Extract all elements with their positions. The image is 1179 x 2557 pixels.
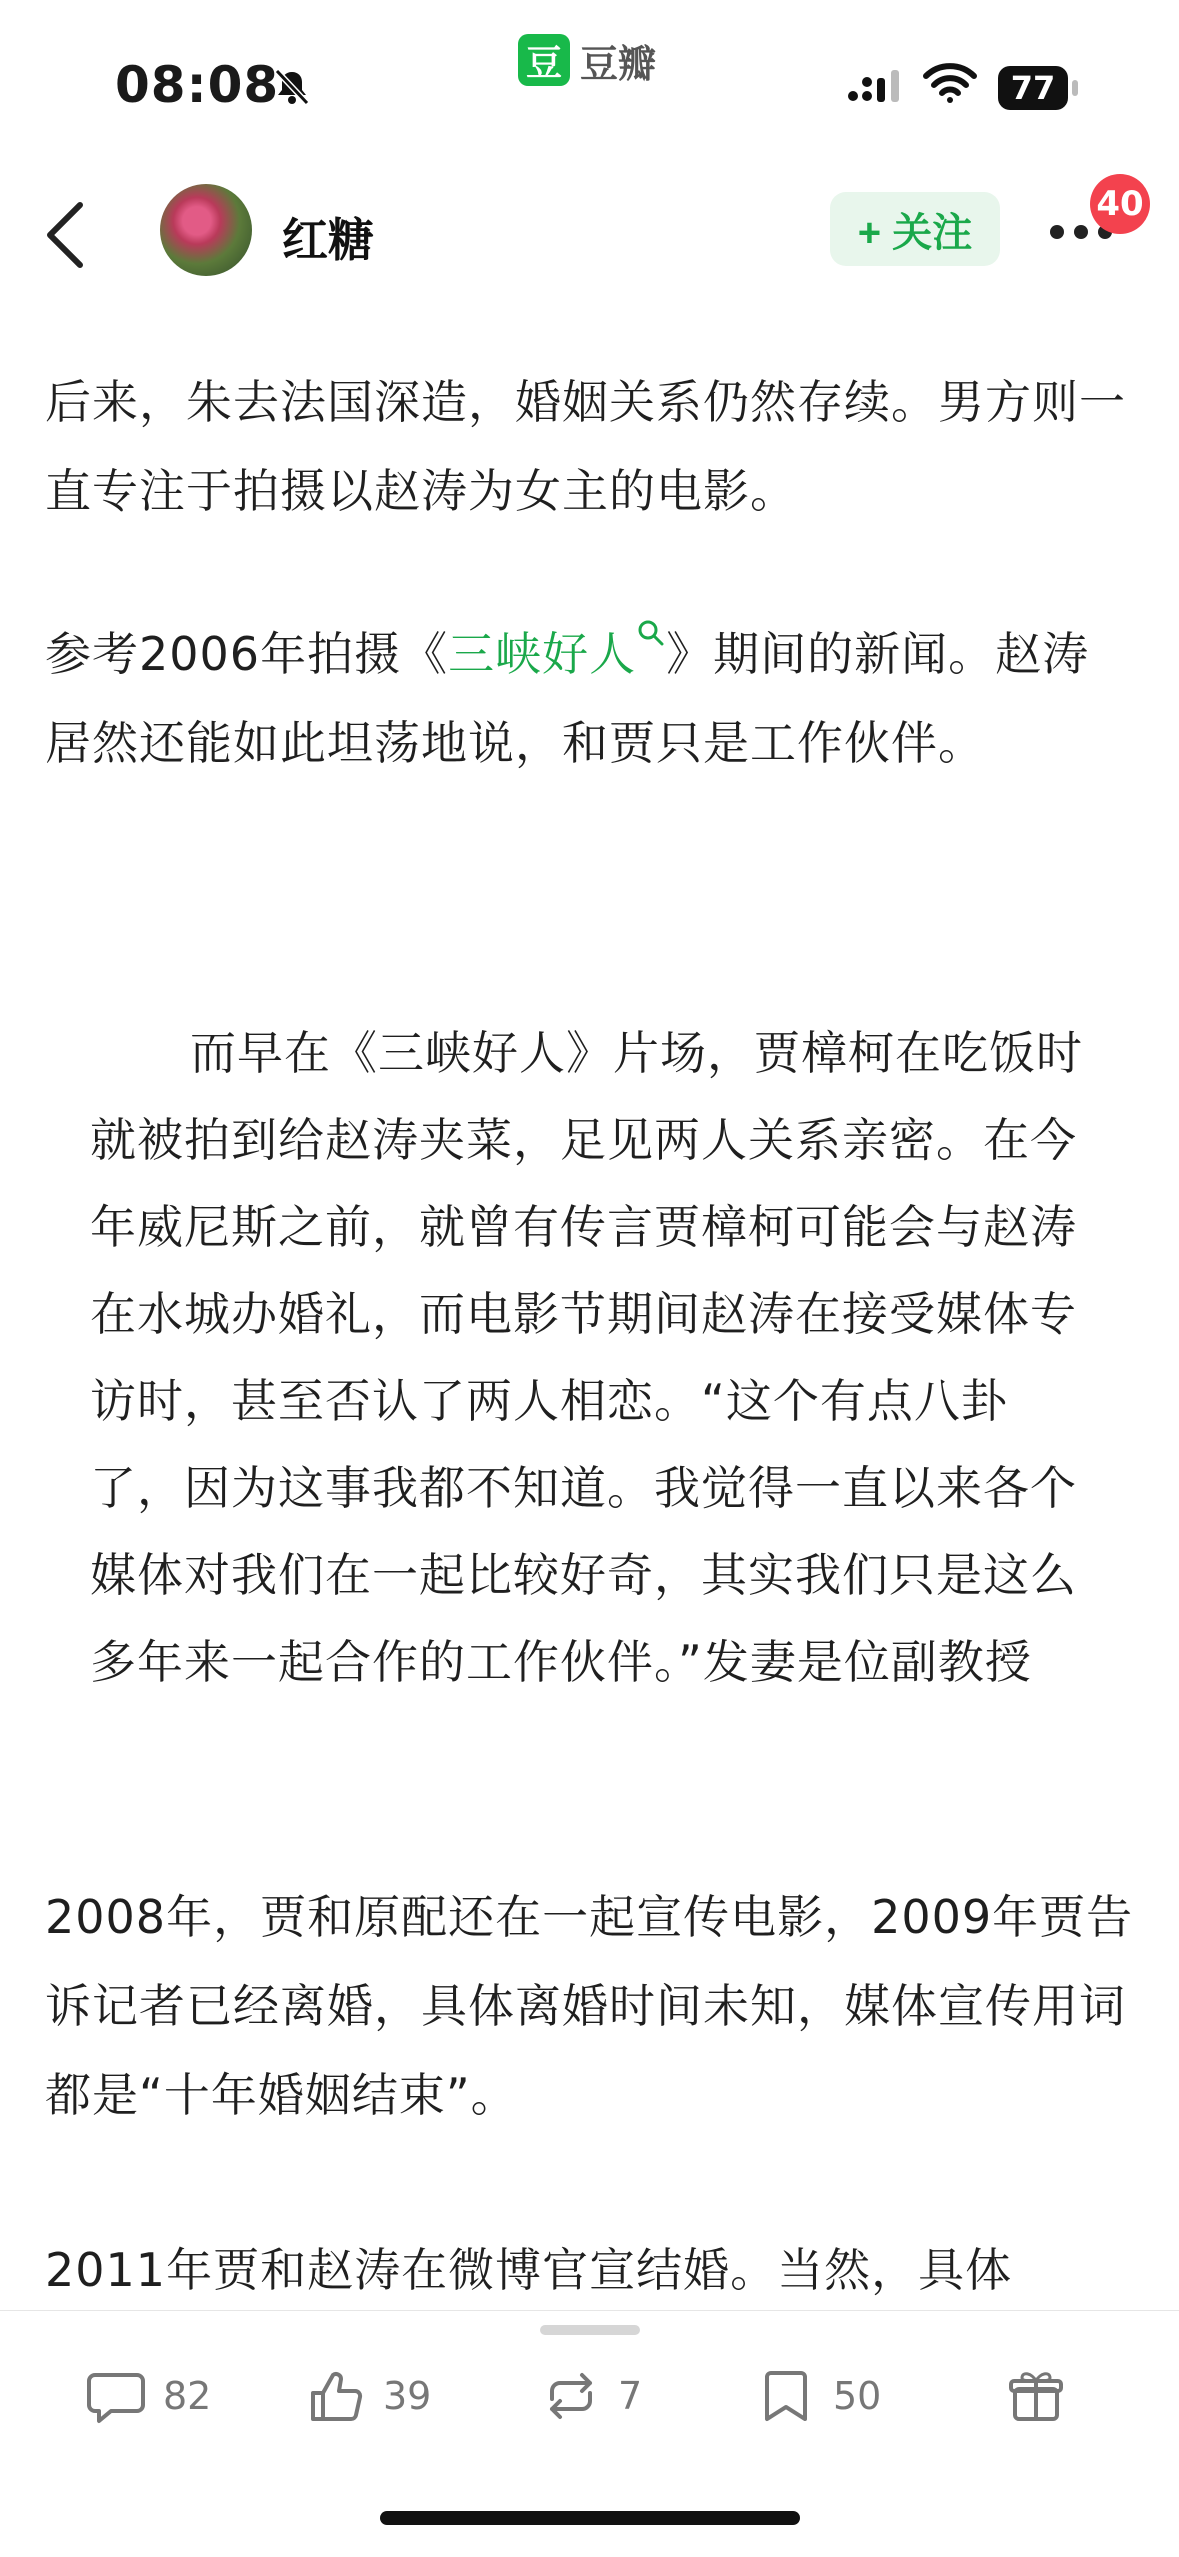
app-name: 豆瓣 — [580, 41, 657, 86]
reshare-icon — [540, 2365, 602, 2427]
bottom-action-bar — [0, 2310, 1179, 2557]
topic-link[interactable] — [448, 627, 666, 681]
paragraph-2-text-end: 》期间的新闻。赵涛居然还能如此坦荡地说，和贾只是工作伙伴。 — [45, 627, 1090, 770]
like-button[interactable] — [305, 2361, 431, 2431]
bookmark-icon — [755, 2365, 817, 2427]
article-paragraph-2 — [45, 610, 1135, 788]
reshare-count: 7 — [618, 2374, 643, 2418]
avatar[interactable] — [160, 184, 252, 276]
drag-handle[interactable] — [540, 2325, 640, 2335]
comment-icon — [85, 2365, 147, 2427]
signal-icon — [845, 66, 905, 106]
like-count: 39 — [383, 2374, 432, 2418]
status-time: 08:08 — [115, 56, 280, 114]
paragraph-2-text-start: 参考2006年拍摄《 — [45, 627, 449, 681]
topic-link-label: 三峡好人 — [448, 627, 637, 681]
bell-slash-icon — [272, 66, 312, 106]
battery-level: 77 — [998, 66, 1068, 110]
reshare-button[interactable] — [540, 2361, 642, 2431]
douban-logo-icon: 豆 — [518, 34, 570, 86]
wifi-icon — [922, 60, 978, 104]
collect-count: 50 — [833, 2374, 882, 2418]
post-header — [0, 160, 1179, 300]
article-paragraph-5: 2011年贾和赵涛在微博官宣结婚。当然，具体 — [45, 2243, 1013, 2297]
article-paragraph-4: 2008年，贾和原配还在一起宣传电影，2009年贾告诉记者已经离婚，具体离婚时间未知，媒体宣传用词都是“十年婚姻结束”。 — [45, 1890, 1134, 2122]
article-quote: 而早在《三峡好人》片场，贾樟柯在吃饭时就被拍到给赵涛夹菜，足见两人关系亲密。在今年威尼斯之前，就曾有传言贾樟柯可能会与赵涛在水城办婚礼，而电影节期间赵涛在接受媒体专访时，甚至否认了两人相恋。“这个有点八卦了，因为这事我都不知道。我觉得一直以来各个媒体对我们在一起比较好奇，其实我们只是这么多年来一起合作的工作伙伴。”发妻是位副教授 — [90, 1026, 1083, 1689]
home-indicator[interactable] — [380, 2511, 800, 2525]
collect-button[interactable] — [755, 2361, 881, 2431]
app-indicator — [518, 34, 656, 86]
battery-tip — [1072, 80, 1078, 96]
article-paragraph-1: 后来，朱去法国深造，婚姻关系仍然存续。男方则一直专注于拍摄以赵涛为女主的电影。 — [45, 375, 1126, 518]
search-icon — [636, 618, 666, 648]
status-bar — [0, 0, 1179, 150]
gift-button[interactable] — [1005, 2361, 1067, 2431]
battery-icon — [998, 66, 1078, 110]
author-name[interactable]: 红糖 — [282, 213, 374, 267]
comment-button[interactable] — [85, 2361, 211, 2431]
gift-icon — [1005, 2365, 1067, 2427]
like-icon — [305, 2365, 367, 2427]
follow-button[interactable]: + 关注 — [830, 192, 1000, 266]
comment-count: 82 — [163, 2374, 212, 2418]
back-arrow-icon[interactable] — [40, 200, 90, 270]
notification-badge: 40 — [1090, 174, 1150, 234]
